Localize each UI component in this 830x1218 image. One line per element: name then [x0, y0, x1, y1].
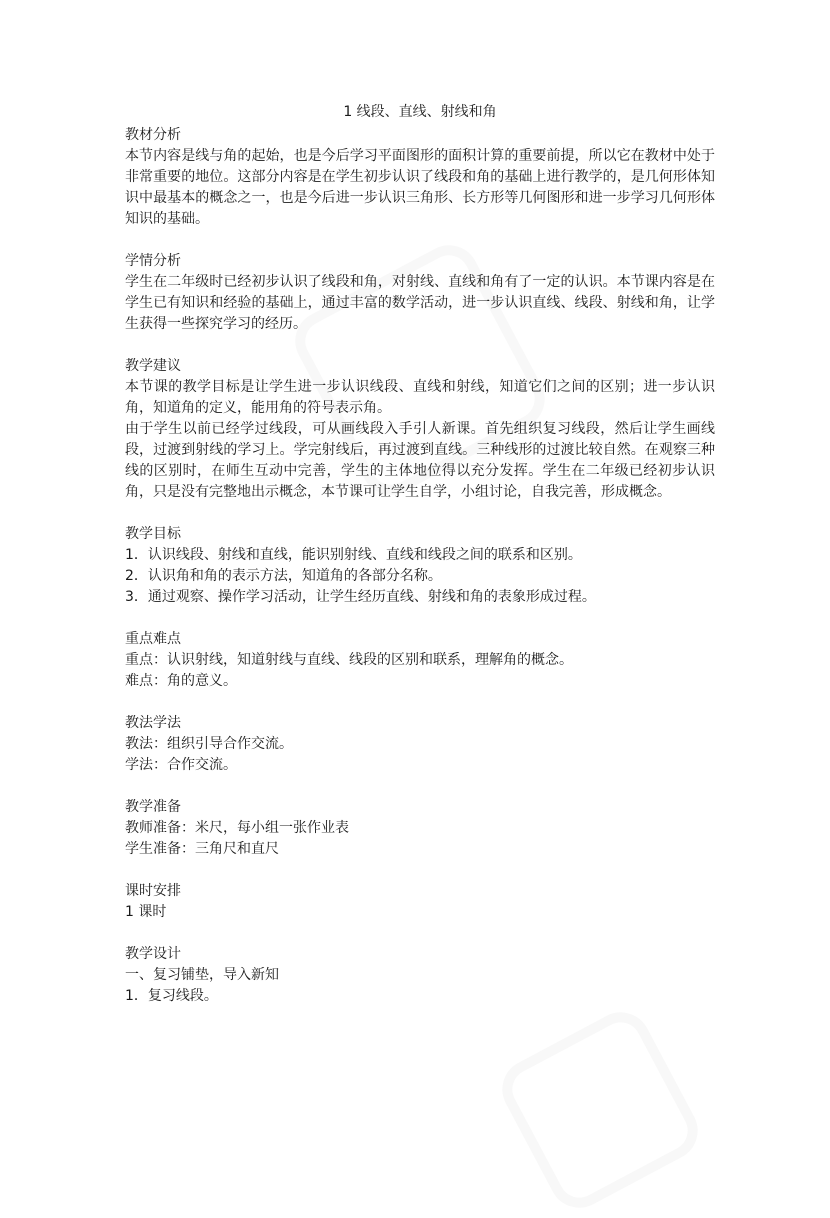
teacher-prep-line: 教师准备：米尺，每小组一张作业表	[125, 820, 349, 836]
section-analysis	[125, 125, 715, 230]
section-keypoints	[125, 629, 715, 692]
learning-method-line: 学法：合作交流。	[125, 757, 237, 773]
section-heading: 教学建议	[125, 358, 181, 374]
teaching-method-line: 教法：组织引导合作交流。	[125, 736, 293, 752]
goal-item: 1．认识线段、射线和直线，能识别射线、直线和线段之间的联系和区别。	[125, 547, 582, 563]
section-suggestion	[125, 356, 715, 503]
section-heading: 教学设计	[125, 946, 181, 962]
section-paragraph: 由于学生以前已经学过线段，可从画线段入手引人新课。首先组织复习线段，然后让学生画线段，过渡到射线的学习上。学完射线后，再过渡到直线。三种线形的过渡比较自然。在观察三种线的区别时，在师生互动中完善，学生的主体地位得以充分发挥。学生在二年级已经初步认识角，只是没有完整地出示概念，本节课可让学生自学，小组讨论，自我完善，形成概念。	[125, 421, 715, 500]
section-design	[125, 944, 715, 1007]
document-body	[125, 102, 715, 1028]
section-heading: 教学准备	[125, 799, 181, 815]
section-learner	[125, 251, 715, 335]
section-heading: 教材分析	[125, 127, 181, 143]
schedule-value: 1 课时	[125, 904, 167, 920]
section-heading: 课时安排	[125, 883, 181, 899]
section-prep	[125, 797, 715, 860]
goal-item: 2．认识角和角的表示方法，知道角的各部分名称。	[125, 568, 442, 584]
document-title: 1 线段、直线、射线和角	[343, 104, 497, 120]
student-prep-line: 学生准备：三角尺和直尺	[125, 841, 279, 857]
section-goals	[125, 524, 715, 608]
section-heading: 教学目标	[125, 526, 181, 542]
section-heading: 教法学法	[125, 715, 181, 731]
goal-item: 3．通过观察、操作学习活动，让学生经历直线、射线和角的表象形成过程。	[125, 589, 596, 605]
section-methods	[125, 713, 715, 776]
watermark-stamp	[492, 1002, 708, 1218]
section-heading: 重点难点	[125, 631, 181, 647]
section-paragraph: 学生在二年级时已经初步认识了线段和角，对射线、直线和角有了一定的认识。本节课内容是在学生已有知识和经验的基础上，通过丰富的数学活动，进一步认识直线、线段、射线和角，让学生获得一些探究学习的经历。	[125, 274, 715, 332]
section-paragraph: 本节内容是线与角的起始，也是今后学习平面图形的面积计算的重要前提，所以它在教材中处于非常重要的地位。这部分内容是在学生初步认识了线段和角的基础上进行教学的，是几何形体知识中最基本的概念之一，也是今后进一步认识三角形、长方形等几何图形和进一步学习几何形体知识的基础。	[125, 148, 715, 227]
focus-line: 重点：认识射线，知道射线与直线、线段的区别和联系，理解角的概念。	[125, 652, 573, 668]
design-item: 1．复习线段。	[125, 988, 218, 1004]
difficulty-line: 难点：角的意义。	[125, 673, 237, 689]
section-heading: 学情分析	[125, 253, 181, 269]
section-schedule	[125, 881, 715, 923]
section-paragraph: 本节课的教学目标是让学生进一步认识线段、直线和射线，知道它们之间的区别；进一步认识角，知道角的定义，能用角的符号表示角。	[125, 379, 715, 416]
design-step: 一、复习铺垫，导入新知	[125, 967, 279, 983]
